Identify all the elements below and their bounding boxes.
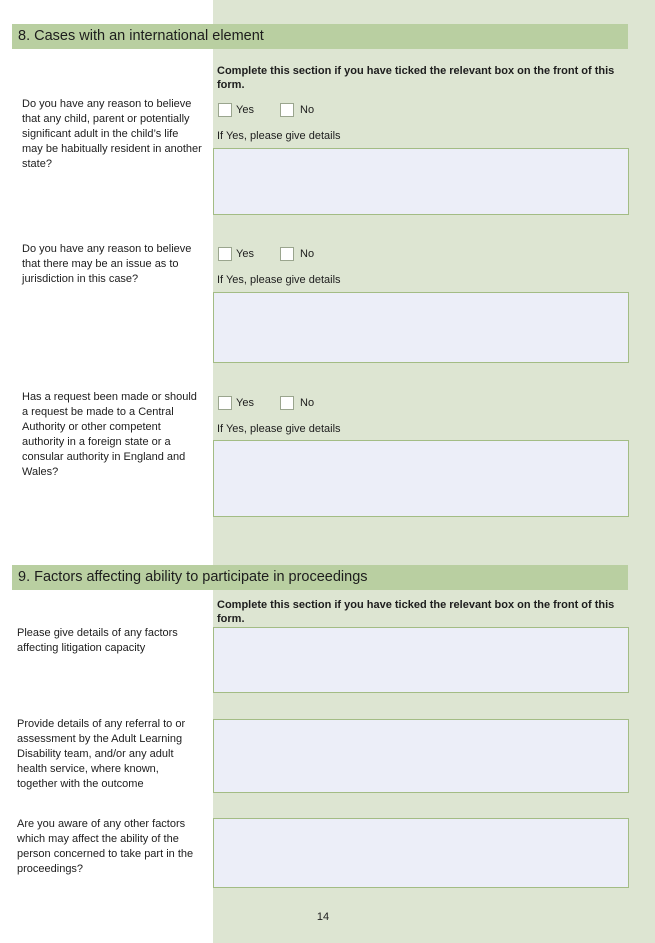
details-label: If Yes, please give details xyxy=(217,423,341,435)
no-label: No xyxy=(300,248,315,260)
no-label: No xyxy=(300,397,315,409)
no-checkbox[interactable] xyxy=(280,103,294,117)
question-central-authority: Has a request been made or should a request be made to a Central Authority or other competent authority in a foreign state or a consular authority in England and Wales? xyxy=(22,391,197,478)
other-factors-field[interactable] xyxy=(213,818,629,888)
learning-disability-referral-field[interactable] xyxy=(213,719,629,793)
question-other-factors: Are you aware of any other factors which may affect the ability of the person concerned to take part in the proceedings? xyxy=(17,818,194,875)
no-checkbox[interactable] xyxy=(280,396,294,410)
yes-no-group xyxy=(218,247,338,263)
section-8-header: 8. Cases with an international element xyxy=(12,24,628,49)
question-jurisdiction: Do you have any reason to believe that there may be an issue as to jurisdiction in this case? xyxy=(22,243,192,285)
no-label: No xyxy=(300,104,315,116)
no-checkbox[interactable] xyxy=(280,247,294,261)
yes-no-group xyxy=(218,103,338,119)
yes-checkbox[interactable] xyxy=(218,103,232,117)
yes-label: Yes xyxy=(236,248,254,260)
yes-label: Yes xyxy=(236,104,254,116)
yes-label: Yes xyxy=(236,397,254,409)
central-authority-details-field[interactable] xyxy=(213,440,629,517)
yes-checkbox[interactable] xyxy=(218,396,232,410)
jurisdiction-details-field[interactable] xyxy=(213,292,629,363)
details-label: If Yes, please give details xyxy=(217,130,341,142)
litigation-capacity-field[interactable] xyxy=(213,627,629,693)
question-litigation-capacity: Please give details of any factors affecting litigation capacity xyxy=(17,627,178,654)
yes-checkbox[interactable] xyxy=(218,247,232,261)
section-9-header: 9. Factors affecting ability to participate in proceedings xyxy=(12,565,628,590)
page-number: 14 xyxy=(316,911,330,923)
section-8-instruction: Complete this section if you have ticked the relevant box on the front of this form. xyxy=(217,65,615,91)
question-habitual-residence: Do you have any reason to believe that any child, parent or potentially significant adult in the child’s life may be habitually resident in another state? xyxy=(22,98,202,170)
section-9-instruction: Complete this section if you have ticked the relevant box on the front of this form. xyxy=(217,599,615,625)
yes-no-group xyxy=(218,396,338,412)
habitual-residence-details-field[interactable] xyxy=(213,148,629,215)
question-learning-disability-referral: Provide details of any referral to or assessment by the Adult Learning Disability team, and/or any adult health service, where known, together with the outcome xyxy=(17,718,186,790)
details-label: If Yes, please give details xyxy=(217,274,341,286)
